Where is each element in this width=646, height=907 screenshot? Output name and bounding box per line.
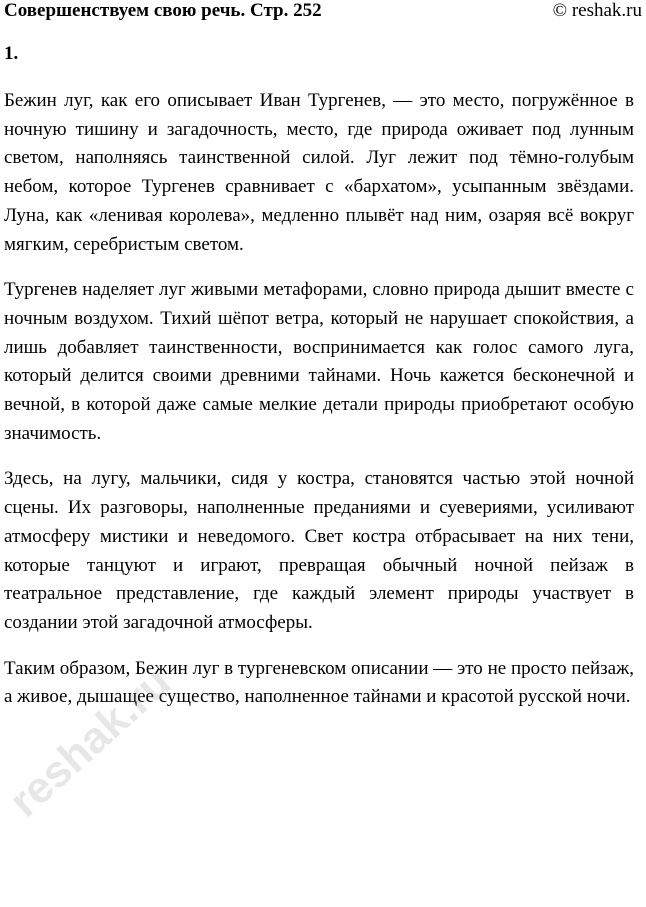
- watermark: reshak.ru: [0, 657, 181, 827]
- answer-text: [4, 87, 634, 729]
- task-number: 1.: [4, 43, 19, 64]
- paragraph-3: Здесь, на лугу, мальчики, сидя у костра, становятся частью этой ночной сцены. Их разговоры, наполненные преданиями и суевериями, усиливают атмосферу мистики и неведомого. Свет костра отбрасывает на них тени, которые танцуют и играют, превращая обычный ночной пейзаж в театральное представление, где каждый элемент природы участвует в создании этой загадочной атмосферы.: [4, 468, 634, 633]
- paragraph-2: Тургенев наделяет луг живыми метафорами, словно природа дышит вместе с ночным воздухом. Тихий шёпот ветра, который не нарушает спокойствия, а лишь добавляет таинственности, воспринимается как голос самого луга, который делится своими древними тайнами. Ночь кажется бесконечной и вечной, в которой даже самые мелкие детали природы приобретают особую значимость.: [4, 279, 634, 444]
- paragraph-4: Таким образом, Бежин луг в тургеневском описании — это не просто пейзаж, а живое, дышащее существо, наполненное тайнами и красотой русской ночи.: [4, 657, 634, 708]
- source-credit: © reshak.ru: [552, 0, 642, 21]
- page-title: Совершенствуем свою речь. Стр. 252: [4, 0, 322, 21]
- page-header: [4, 0, 642, 26]
- paragraph-1: Бежин луг, как его описывает Иван Тургенев, — это место, погружённое в ночную тишину и загадочность, место, где природа оживает под лунным светом, наполняясь таинственной силой. Луг лежит под тёмно-голубым небом, которое Тургенев сравнивает с «бархатом», усыпанным звёздами. Луна, как «ленивая королева», медленно плывёт над ним, озаряя всё вокруг мягким, серебристым светом.: [4, 90, 634, 255]
